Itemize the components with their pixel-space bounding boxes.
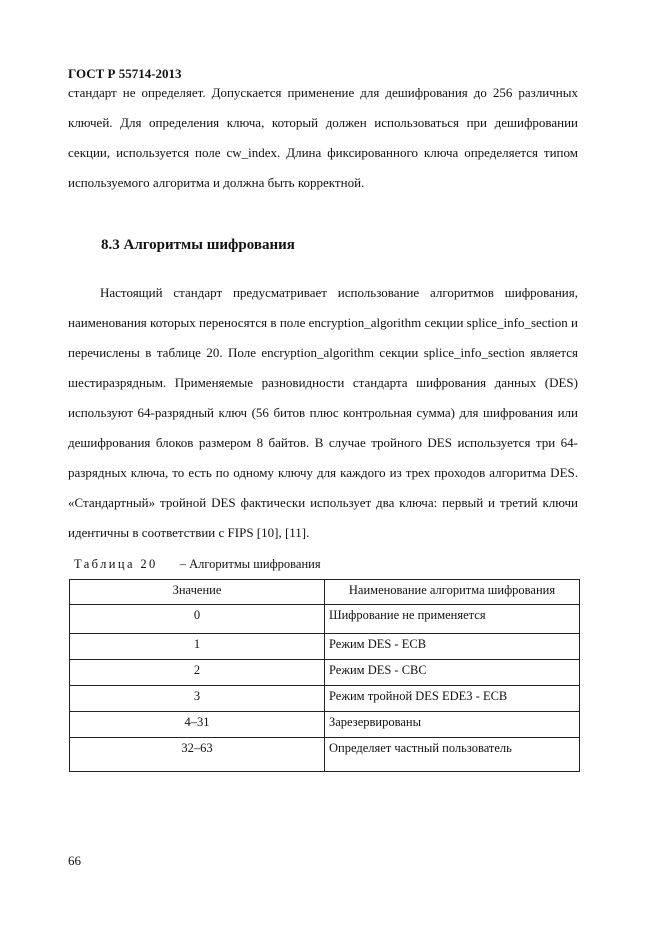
- paragraph-encryption-algorithms: Настоящий стандарт предусматривает использование алгоритмов шифрования, наименования которых переносятся в поле encryption_algorithm секции splice_info_section и перечислены в таблице 20. Поле encryption_algorithm секции splice_info_section является шестиразрядным. Применяемые разновидности стандарта шифрования данных (DES) используют 64-разрядный ключ (56 битов плюс контрольная сумма) для шифрования или дешифрования блоков размером 8 байтов. В случае тройного DES используется три 64-разрядных ключа, то есть по одному ключу для каждого из трех проходов алгоритма DES. «Стандартный» тройной DES фактически использует два ключа: первый и третий ключи идентичны в соответствии с FIPS [10], [11].: [68, 285, 578, 540]
- table-caption-text: – Алгоритмы шифрования: [179, 557, 321, 571]
- encryption-algorithms-table: [69, 579, 580, 772]
- table-cell-algorithm: Шифрование не применяется: [325, 605, 580, 634]
- table-row: [70, 660, 580, 686]
- table-header-row: [70, 580, 580, 605]
- table-cell-algorithm: Определяет частный пользователь: [325, 738, 580, 772]
- table-cell-algorithm: Режим DES - ECB: [325, 634, 580, 660]
- table-caption: [74, 557, 321, 572]
- table-cell-value: 3: [70, 686, 325, 712]
- paragraph-key-definition: стандарт не определяет. Допускается применение для дешифрования до 256 различных ключей. Для определения ключа, который должен использоваться при дешифровании секции, используется поле cw_index. Длина фиксированного ключа определяется типом используемого алгоритма и должна быть корректной.: [68, 85, 578, 190]
- table-cell-algorithm: Режим тройной DES EDE3 - ECB: [325, 686, 580, 712]
- column-header-algorithm-name: Наименование алгоритма шифрования: [325, 580, 580, 605]
- table-cell-value: 4–31: [70, 712, 325, 738]
- table-cell-value: 1: [70, 634, 325, 660]
- table-row: [70, 686, 580, 712]
- document-header: ГОСТ Р 55714-2013: [68, 66, 182, 81]
- page-number: 66: [68, 853, 81, 868]
- table-cell-algorithm: Режим DES - CBC: [325, 660, 580, 686]
- table-row: [70, 738, 580, 772]
- section-heading: 8.3 Алгоритмы шифрования: [101, 237, 295, 253]
- table-cell-value: 2: [70, 660, 325, 686]
- table-cell-algorithm: Зарезервированы: [325, 712, 580, 738]
- table-row: [70, 634, 580, 660]
- table-cell-value: 0: [70, 605, 325, 634]
- table-row: [70, 605, 580, 634]
- table-cell-value: 32–63: [70, 738, 325, 772]
- table-caption-label: Таблица 20: [74, 557, 158, 571]
- column-header-value: Значение: [70, 580, 325, 605]
- table-row: [70, 712, 580, 738]
